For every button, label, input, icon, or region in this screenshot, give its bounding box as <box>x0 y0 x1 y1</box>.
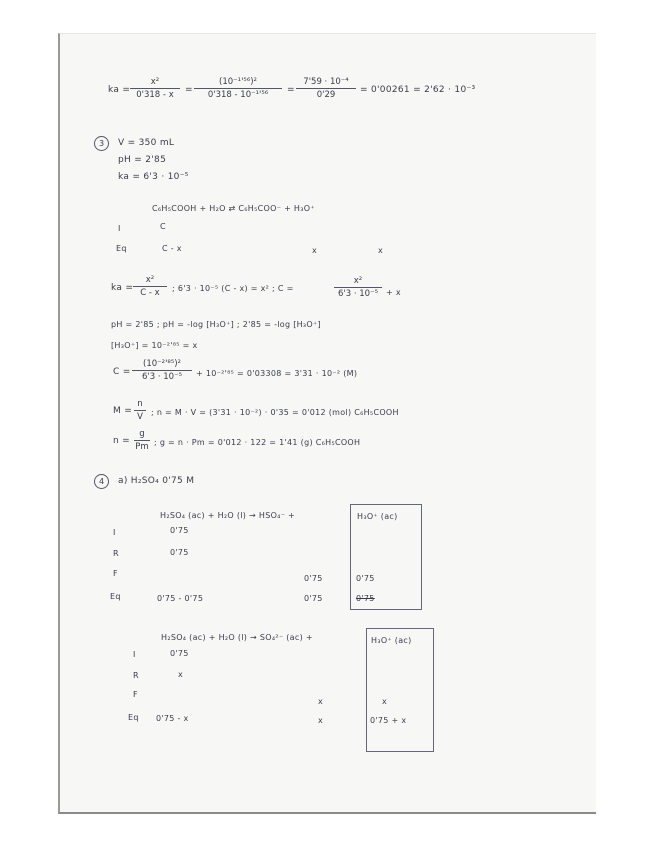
table2-reacted-acid: x <box>178 670 184 679</box>
table1-final-h3o: 0'75 <box>356 574 375 583</box>
table2-eq-so4: x <box>318 716 324 725</box>
table1-label-eq: Eq <box>110 592 121 601</box>
hydronium-box-2 <box>366 628 434 752</box>
fraction-3-denominator: 0'29 <box>316 90 336 100</box>
question-3-number: 3 <box>94 136 109 151</box>
hydronium-concentration: [H₃O⁺] = 10⁻²'⁸⁵ = x <box>111 341 198 350</box>
ka-fraction-denominator: C - x <box>140 288 160 298</box>
initial-concentration: C <box>160 222 166 231</box>
table2-eq-h3o: 0'75 + x <box>370 716 407 725</box>
second-dissociation-reaction: H₂SO₄ (ac) + H₂O (l) → SO₄²⁻ (ac) + <box>161 633 313 642</box>
fraction-2-denominator: 0'318 - 10⁻¹'⁵⁶ <box>207 90 269 100</box>
c-fraction-numerator: x² <box>334 276 382 288</box>
table1-label-i: I <box>113 528 116 537</box>
table1-eq-h3o: 0'75 <box>356 594 375 603</box>
table2-initial-acid: 0'75 <box>170 649 189 658</box>
equilibrium-hydronium: x <box>378 246 384 255</box>
moles-numerator: g <box>134 429 150 441</box>
equilibrium-acid: C - x <box>162 244 182 253</box>
equals-sign: = <box>287 85 295 95</box>
c-label: C = <box>113 367 131 377</box>
equilibrium-benzoate: x <box>312 246 318 255</box>
fraction-2-numerator: (10⁻¹'⁵⁶)² <box>194 77 282 89</box>
table2-label-r: R <box>133 671 139 680</box>
row-label-initial: I <box>118 224 121 233</box>
c-fraction-denominator: 6'3 · 10⁻⁵ <box>338 289 378 299</box>
table1-eq-acid: 0'75 - 0'75 <box>157 594 204 603</box>
ka-fraction-numerator: x² <box>133 275 167 287</box>
row-label-equilibrium: Eq <box>116 244 127 253</box>
table2-label-f: F <box>133 690 138 699</box>
table2-final-so4: x <box>318 697 324 706</box>
table2-eq-acid: 0'75 - x <box>156 714 189 723</box>
fraction-3 <box>296 77 356 100</box>
molarity-numerator: n <box>134 399 146 411</box>
fraction-1-numerator: x² <box>130 77 180 89</box>
table2-label-eq: Eq <box>128 713 139 722</box>
molarity-denominator: V <box>137 412 143 422</box>
table1-label-f: F <box>113 569 118 578</box>
equals-sign: = <box>185 85 193 95</box>
hydronium-product-2: H₃O⁺ (ac) <box>371 636 412 645</box>
mass-calculation: ; g = n · Pm = 0'012 · 122 = 1'41 (g) C₆H₅COOH <box>154 438 361 447</box>
c-result: + 10⁻²'⁸⁵ = 0'03308 = 3'31 · 10⁻² (M) <box>196 369 358 378</box>
table1-eq-hso4: 0'75 <box>304 594 323 603</box>
hydronium-product-1: H₃O⁺ (ac) <box>357 512 398 521</box>
c-calculation-fraction <box>132 359 192 382</box>
fraction-1 <box>130 77 180 100</box>
moles-label: n = <box>113 436 131 446</box>
ph-given: pH = 2'85 <box>118 155 167 165</box>
ka-result: = 0'00261 = 2'62 · 10⁻³ <box>360 85 476 95</box>
table1-reacted-acid: 0'75 <box>170 548 189 557</box>
table2-final-h3o: x <box>382 697 388 706</box>
question-4-number: 4 <box>94 474 109 489</box>
table1-final-hso4: 0'75 <box>304 574 323 583</box>
table1-label-r: R <box>113 549 119 558</box>
molarity-fraction <box>134 399 146 422</box>
fraction-1-denominator: 0'318 - x <box>136 90 174 100</box>
table1-initial-acid: 0'75 <box>170 526 189 535</box>
table2-label-i: I <box>133 650 136 659</box>
part-a-heading: a) H₂SO₄ 0'75 M <box>118 476 195 486</box>
volume-given: V = 350 mL <box>118 138 175 148</box>
benzoic-acid-reaction: C₆H₅COOH + H₂O ⇄ C₆H₅COO⁻ + H₃O⁺ <box>152 204 315 213</box>
notebook-page <box>58 33 596 814</box>
ka-symbol: ka = <box>108 85 131 95</box>
ka-given: ka = 6'3 · 10⁻⁵ <box>118 172 189 182</box>
first-dissociation-reaction: H₂SO₄ (ac) + H₂O (l) → HSO₄⁻ + <box>160 511 296 520</box>
ka-rearrangement: ; 6'3 · 10⁻⁵ (C - x) = x² ; C = <box>172 284 294 293</box>
molarity-label: M = <box>113 406 133 416</box>
ph-relation: pH = 2'85 ; pH = -log [H₃O⁺] ; 2'85 = -log [H₃O⁺] <box>111 320 321 329</box>
moles-denominator: Pm <box>135 442 149 452</box>
c-plus-x: + x <box>386 288 401 297</box>
c-calculation-denominator: 6'3 · 10⁻⁵ <box>142 372 182 382</box>
moles-calculation: ; n = M · V = (3'31 · 10⁻²) · 0'35 = 0'012 (mol) C₆H₅COOH <box>151 408 399 417</box>
c-calculation-numerator: (10⁻²'⁸⁵)² <box>132 359 192 371</box>
moles-fraction <box>134 429 150 452</box>
ka-expression-label: ka = <box>111 283 134 293</box>
c-fraction <box>334 276 382 299</box>
fraction-3-numerator: 7'59 · 10⁻⁴ <box>296 77 356 89</box>
fraction-2 <box>194 77 282 100</box>
ka-fraction <box>133 275 167 298</box>
